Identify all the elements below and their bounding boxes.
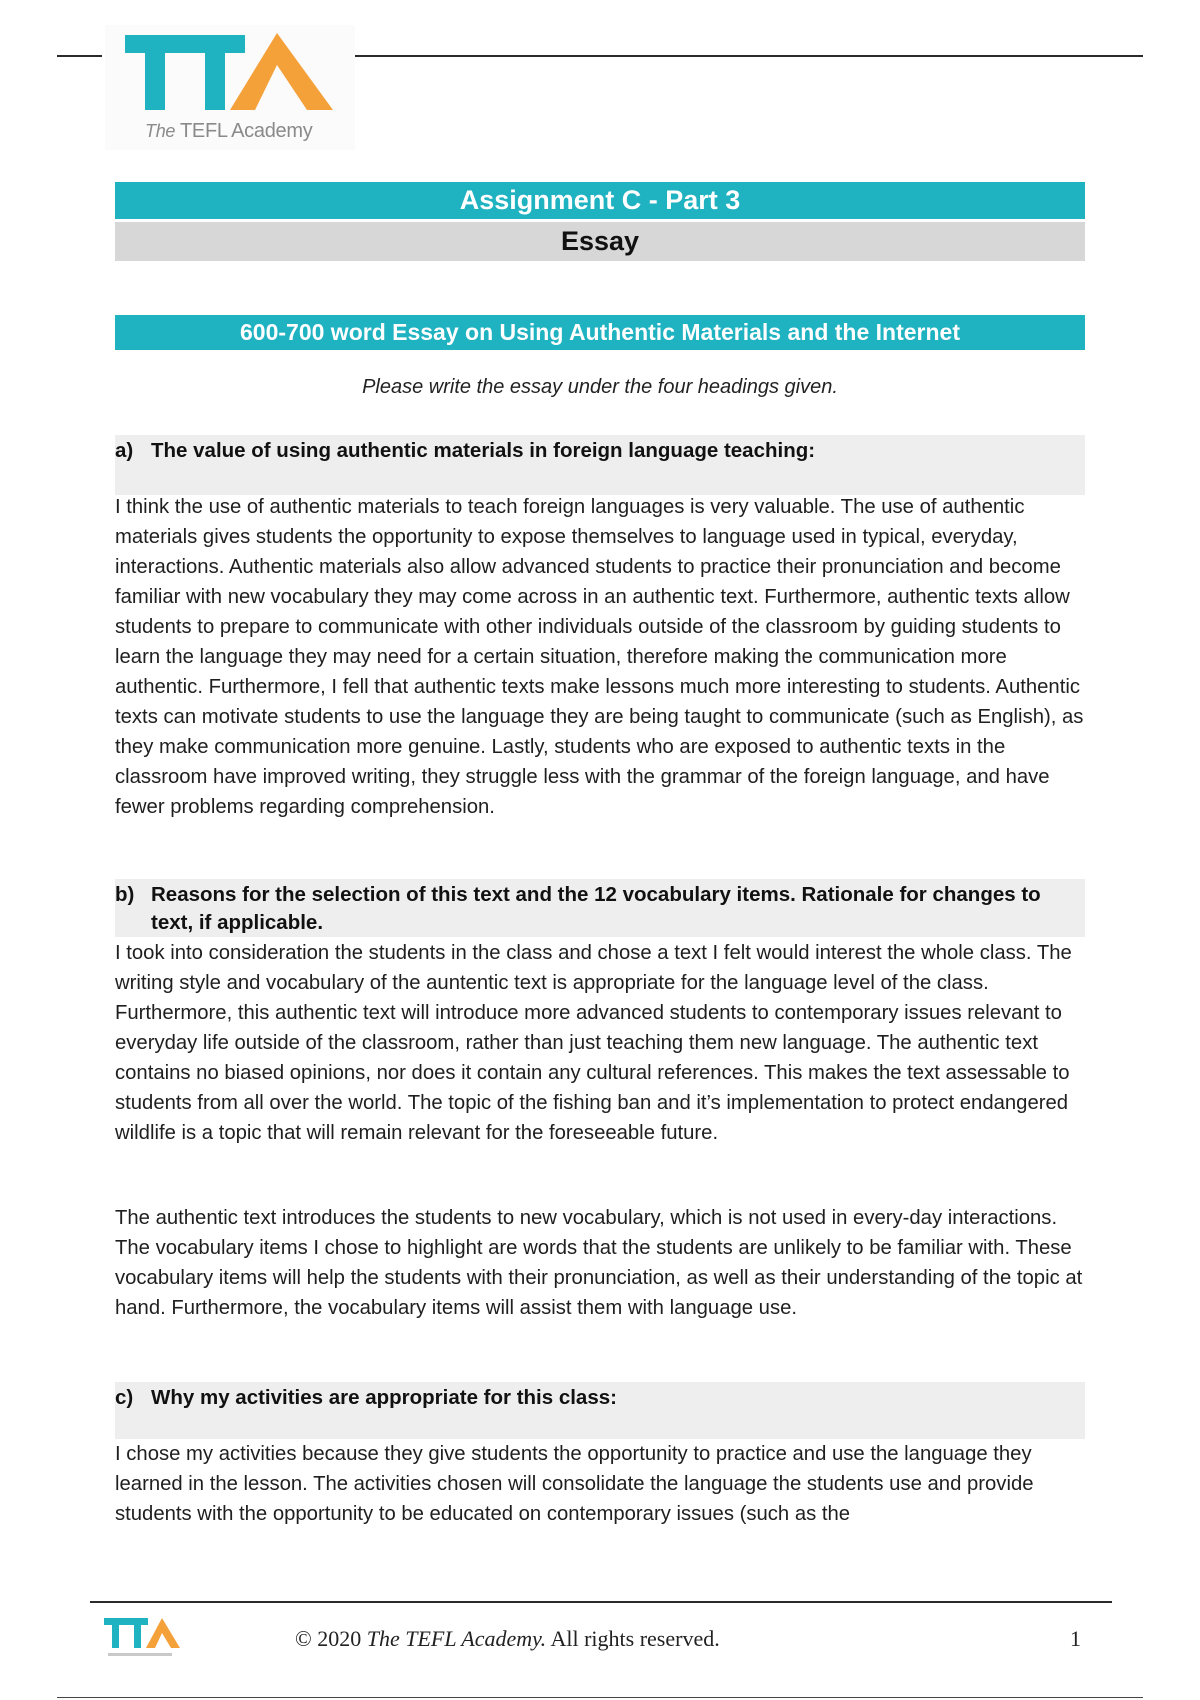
essay-title: 600-700 word Essay on Using Authentic Materials and the Internet (115, 315, 1085, 350)
section-c-label: c) (115, 1386, 134, 1409)
header-rule-left (57, 55, 102, 57)
section-c-title: Why my activities are appropriate for this class: (151, 1386, 617, 1409)
logo-tagline: The TEFL Academy (145, 120, 313, 142)
assignment-title: Assignment C - Part 3 (115, 182, 1085, 219)
essay-label: Essay (115, 222, 1085, 261)
page-bottom-rule (57, 1697, 1143, 1698)
tta-logo-mark-icon (105, 25, 355, 120)
section-c-paragraph: I chose my activities because they give students the opportunity to practice and use the language they learned in the lesson. The activities chosen will consolidate the language the students use and provide students with the opportunity to be educated on contemporary issues (such as the (115, 1443, 1034, 1525)
section-a-paragraph: I think the use of authentic materials to teach foreign languages is very valuable. The use of authentic materials gives students the opportunity to expose themselves to language used in typical, everyday, interactions. Authentic materials also allow advanced students to practice their pronunciation and become familiar with new vocabulary they may come across in an authentic text. Furthermore, authentic texts allow students to prepare to communicate with other individuals outside of the classroom by guiding students to learn the language they may need for a certain situation, therefore making the communication more authentic. Furthermore, I fell that authentic texts make lessons much more interesting to students. Authentic texts can motivate students to use the language they are being taught to communicate (such as English), as they make communication more genuine. Lastly, students who are exposed to authentic texts in the classroom have improved writing, they struggle less with the grammar of the foreign language, and have fewer problems regarding comprehension. (115, 496, 1084, 818)
section-a-label: a) (115, 439, 134, 462)
section-b-heading (115, 879, 1085, 937)
section-b-title: Reasons for the selection of this text and the 12 vocabulary items. Rationale for changes to text, if applicable. (151, 883, 1041, 934)
section-a-heading (115, 435, 1085, 495)
section-b-paragraph-1: I took into consideration the students in the class and chose a text I felt would interest the whole class. The writing style and vocabulary of the auntentic text is appropriate for the language level of the class. Furthermore, this authentic text will introduce more advanced students to contemporary issues relevant to everyday life outside of the classroom, rather than just teaching them new language. The authentic text contains no biased opinions, nor does it contain any cultural references. This makes the text assessable to students from all over the world. The topic of the fishing ban and it’s implementation to protect endangered wildlife is a topic that will remain relevant for the foreseeable future. (115, 942, 1072, 1144)
section-c-heading (115, 1382, 1085, 1439)
header-rule-right (355, 55, 1143, 57)
instruction-text: Please write the essay under the four headings given. (362, 376, 838, 398)
section-b-label: b) (115, 883, 135, 906)
section-b-paragraph-2: The authentic text introduces the students to new vocabulary, which is not used in every-day interactions. The vocabulary items I chose to highlight are words that the students are unlikely to be familiar with. These vocabulary items will help the students with their pronunciation, as well as their understanding of the topic at hand. Furthermore, the vocabulary items will assist them with language use. (115, 1207, 1083, 1319)
footer-copyright: © 2020 The TEFL Academy. All rights reserved. (295, 1626, 720, 1651)
tefl-academy-logo (105, 25, 355, 150)
footer-tta-logo-icon (102, 1616, 182, 1662)
page-number: 1 (1070, 1626, 1081, 1651)
section-a-title: The value of using authentic materials in foreign language teaching: (151, 439, 816, 462)
footer-rule (90, 1601, 1112, 1603)
